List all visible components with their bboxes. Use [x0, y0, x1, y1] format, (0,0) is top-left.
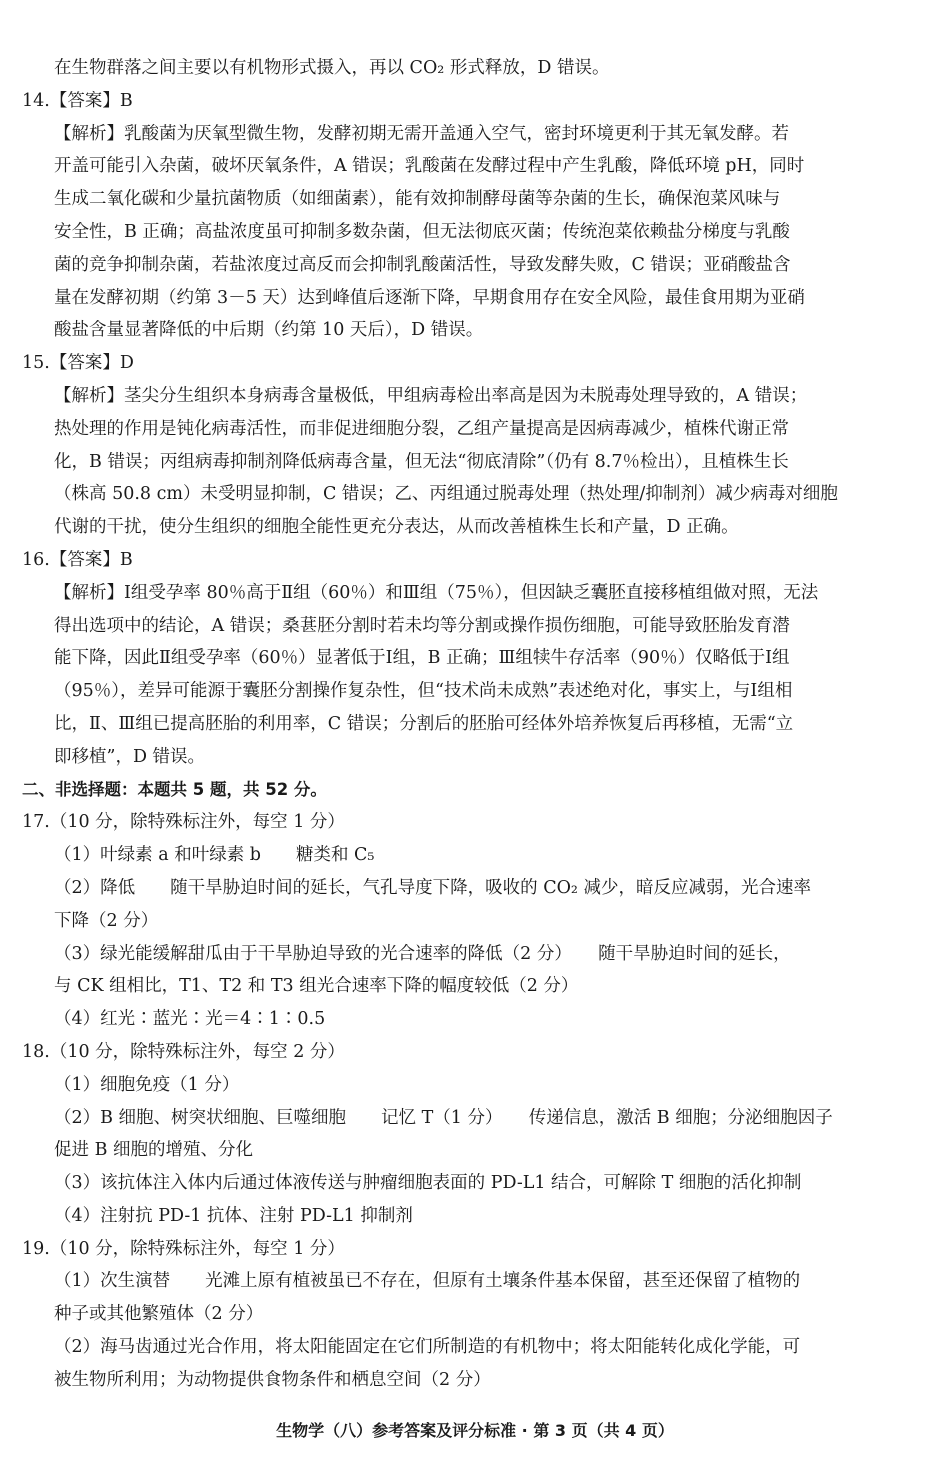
text-line: 15.【答案】D	[22, 353, 134, 374]
text-line: 【解析】茎尖分生组织本身病毒含量极低，甲组病毒检出率高是因为未脱毒处理导致的，A 错误；	[54, 385, 808, 406]
text-line: 与 CK 组相比，T1、T2 和 T3 组光合速率下降的幅度较低（2 分）	[54, 976, 579, 997]
text-line: （4）红光∶蓝光∶光＝4∶1∶0.5	[54, 1009, 326, 1030]
text-line: 【解析】乳酸菌为厌氧型微生物，发酵初期无需开盖通入空气，密封环境更利于其无氧发酵。若	[54, 123, 789, 144]
text-line: 热处理的作用是钝化病毒活性，而非促进细胞分裂，乙组产量提高是因病毒减少，植株代谢正常	[54, 418, 789, 439]
text-line: 【解析】Ⅰ组受孕率 80％高于Ⅱ组（60％）和Ⅲ组（75％），但因缺乏囊胚直接移植组做对照，无法	[54, 582, 819, 603]
document-body	[22, 52, 932, 1397]
text-line: 能下降，因此Ⅱ组受孕率（60％）显著低于Ⅰ组，B 正确；Ⅲ组犊牛存活率（90％）仅略低于Ⅰ组	[54, 648, 790, 669]
text-line: （株高 50.8 cm）未受明显抑制，C 错误；乙、丙组通过脱毒处理（热处理/抑制剂）减少病毒对细胞	[54, 484, 838, 505]
text-line: （2）海马齿通过光合作用，将太阳能固定在它们所制造的有机物中；将太阳能转化成化学能，可	[54, 1337, 801, 1358]
text-line: 生成二氧化碳和少量抗菌物质（如细菌素），能有效抑制酵母菌等杂菌的生长，确保泡菜风味与	[54, 189, 781, 210]
text-line: 二、非选择题：本题共 5 题，共 52 分。	[22, 779, 327, 799]
text-line: 17.（10 分，除特殊标注外，每空 1 分）	[22, 812, 345, 833]
text-line: 化，B 错误；丙组病毒抑制剂降低病毒含量，但无法“彻底清除”（仍有 8.7％检出），且植株生长	[54, 451, 789, 472]
text-line: 16.【答案】B	[22, 549, 133, 570]
page-footer: 生物学（八）参考答案及评分标准 · 第 3 页（共 4 页）	[276, 1421, 674, 1440]
text-line: （1）叶绿素 a 和叶绿素 b 糖类和 C₅	[54, 845, 375, 866]
text-line: 量在发酵初期（约第 3－5 天）达到峰值后逐渐下降，早期食用存在安全风险，最佳食用期为亚硝	[54, 287, 805, 308]
text-line: 安全性，B 正确；高盐浓度虽可抑制多数杂菌，但无法彻底灭菌；传统泡菜依赖盐分梯度与乳酸	[54, 221, 790, 242]
text-line: 18.（10 分，除特殊标注外，每空 2 分）	[22, 1041, 345, 1062]
text-line: （3）该抗体注入体内后通过体液传送与肿瘤细胞表面的 PD-L1 结合，可解除 T 细胞的活化抑制	[54, 1173, 802, 1194]
text-line: 种子或其他繁殖体（2 分）	[54, 1304, 264, 1325]
text-line: 得出选项中的结论，A 错误；桑葚胚分割时若未均等分割或操作损伤细胞，可能导致胚胎发育潜	[54, 615, 790, 636]
text-line: 促进 B 细胞的增殖、分化	[54, 1140, 253, 1161]
text-line: （95％），差异可能源于囊胚分割操作复杂性，但“技术尚未成熟”表述绝对化，事实上，与Ⅰ组相	[54, 681, 793, 702]
text-line: （2）降低 随干旱胁迫时间的延长，气孔导度下降，吸收的 CO₂ 减少，暗反应减弱，光合速率	[54, 877, 812, 898]
text-line: 14.【答案】B	[22, 90, 133, 111]
text-line: 菌的竞争抑制杂菌，若盐浓度过高反而会抑制乳酸菌活性，导致发酵失败，C 错误；亚硝酸盐含	[54, 254, 791, 275]
text-line: 开盖可能引入杂菌，破坏厌氧条件，A 错误；乳酸菌在发酵过程中产生乳酸，降低环境 pH，同时	[54, 156, 805, 177]
text-line: 代谢的干扰，使分生组织的细胞全能性更充分表达，从而改善植株生长和产量，D 正确。	[54, 517, 739, 538]
text-line: （1）细胞免疫（1 分）	[54, 1074, 240, 1095]
text-line: 比，Ⅱ、Ⅲ组已提高胚胎的利用率，C 错误；分割后的胚胎可经体外培养恢复后再移植，无需“立	[54, 713, 794, 734]
text-line: 酸盐含量显著降低的中后期（约第 10 天后），D 错误。	[54, 320, 484, 341]
text-line: （1）次生演替 光滩上原有植被虽已不存在，但原有土壤条件基本保留，甚至还保留了植物的	[54, 1271, 801, 1292]
text-line: （4）注射抗 PD-1 抗体、注射 PD-L1 抑制剂	[54, 1205, 413, 1226]
text-line: 在生物群落之间主要以有机物形式摄入，再以 CO₂ 形式释放，D 错误。	[54, 58, 610, 78]
text-line: 19.（10 分，除特殊标注外，每空 1 分）	[22, 1238, 345, 1259]
text-line: 下降（2 分）	[54, 910, 159, 931]
text-line: 即移植”，D 错误。	[54, 746, 206, 767]
text-line: （2）B 细胞、树突状细胞、巨噬细胞 记忆 T（1 分） 传递信息，激活 B 细胞；分泌细胞因子	[54, 1107, 833, 1128]
text-line: 被生物所利用；为动物提供食物条件和栖息空间（2 分）	[54, 1369, 491, 1390]
text-line: （3）绿光能缓解甜瓜由于干旱胁迫导致的光合速率的降低（2 分） 随干旱胁迫时间的延长，	[54, 943, 791, 964]
